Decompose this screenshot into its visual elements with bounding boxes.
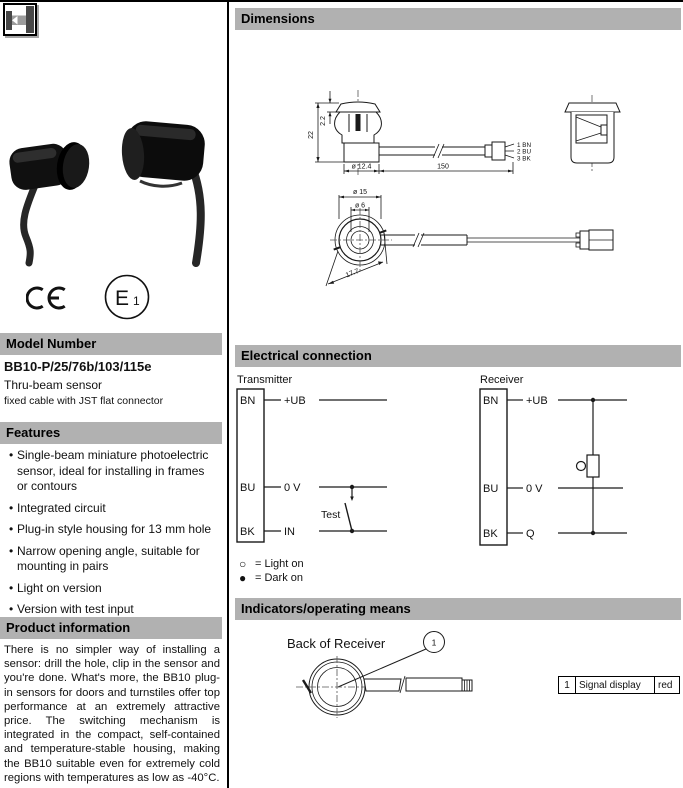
bullet-glyph: • xyxy=(9,500,14,515)
bullet-glyph: • xyxy=(9,602,14,616)
tx-pin-bn: BN xyxy=(240,395,256,407)
transmitter-title: Transmitter xyxy=(237,374,293,386)
rx-signal-0v: 0 V xyxy=(526,483,543,495)
signal-display-table xyxy=(558,676,680,694)
sensor-type-label: Thru-beam sensor xyxy=(4,378,103,392)
photo-left-sensor xyxy=(8,140,92,263)
bullet-glyph: • xyxy=(9,543,14,558)
top-border-rule xyxy=(0,0,683,2)
legend-light-on: ○ = Light on xyxy=(239,557,304,571)
legend-dark-on: ● = Dark on xyxy=(239,571,303,585)
dim-outer-diameter-label: ø 15 xyxy=(352,189,368,196)
product-photo xyxy=(0,55,222,285)
product-information-text: There is no simpler way of installing a sensor: drill the hole, clip in the sensor and you're done. What's more, the BB10 plug-in sensors for doors and turnstiles offer top performance at an extremely attractive price. The switching mechanism is integrated in the compact, self-contained and temperature-stable housing, making the BB10 suitable even for extremely cold regions with temperatures as low as -40°C. xyxy=(4,644,220,784)
bullet-glyph: • xyxy=(9,580,14,595)
e1-number: 1 xyxy=(133,294,140,308)
bullet-glyph: • xyxy=(9,522,14,536)
signal-display-row xyxy=(559,677,680,694)
receiver-circuit xyxy=(477,372,683,552)
model-number-header: Model Number xyxy=(0,333,222,355)
dimensions-header: Dimensions xyxy=(235,8,681,30)
feature-item: • Narrow opening angle, suitable for mounting in pairs xyxy=(0,544,222,575)
dimensions-drawing xyxy=(235,35,681,335)
dim-head-side-view xyxy=(565,95,620,171)
rx-pin-bn: BN xyxy=(483,395,499,407)
rx-pin-bk: BK xyxy=(483,528,498,540)
thru-beam-icon xyxy=(3,3,37,36)
dim-22-label: 22 xyxy=(308,131,315,139)
dim-front-view xyxy=(326,195,613,286)
test-switch-label: Test xyxy=(321,509,341,521)
dim-width-label: 17.7 xyxy=(344,267,361,280)
feature-item: • Integrated circuit xyxy=(0,501,222,517)
electrical-connection-header: Electrical connection xyxy=(235,345,681,367)
signal-index-cell: 1 xyxy=(559,677,576,694)
cable-type-label: fixed cable with JST flat connector xyxy=(4,395,164,407)
pin-2-bu-label: 2 BU xyxy=(517,148,531,156)
rx-signal-ub: +UB xyxy=(526,395,548,407)
thru-beam-icon-art xyxy=(5,5,35,34)
dim-diameter-label: ø 12.4 xyxy=(351,163,372,171)
signal-color-cell: red xyxy=(655,677,680,694)
bullet-glyph: • xyxy=(9,448,14,462)
dark-on-symbol: ● xyxy=(239,571,247,585)
dim-cable-length-label: 150 xyxy=(437,163,449,171)
ce-mark xyxy=(26,285,70,311)
dim-2-2-label: 2.2 xyxy=(320,116,327,126)
features-list xyxy=(0,448,222,624)
feature-item: • Version with test input xyxy=(0,602,222,618)
feature-item: • Light on version xyxy=(0,581,222,597)
signal-label-cell: Signal display xyxy=(576,677,655,694)
indicators-header: Indicators/operating means xyxy=(235,598,681,620)
switching-legend xyxy=(239,557,304,585)
tx-signal-ub: +UB xyxy=(284,395,306,407)
column-divider-rule xyxy=(227,0,229,788)
rx-signal-q: Q xyxy=(526,528,535,540)
dim-inner-diameter-label: ø 6 xyxy=(354,202,366,210)
tx-signal-in: IN xyxy=(284,526,295,538)
light-on-symbol: ○ xyxy=(239,557,247,571)
pin-3-bk-label: 3 BK xyxy=(517,155,531,163)
product-information-header: Product information xyxy=(0,617,222,639)
receiver-back-title: Back of Receiver xyxy=(287,636,386,651)
rx-pin-bu: BU xyxy=(483,483,499,495)
callout-1: 1 xyxy=(431,637,437,648)
e1-approval-mark xyxy=(102,272,152,322)
photo-right-sensor xyxy=(120,120,206,263)
transmitter-circuit xyxy=(235,372,455,552)
feature-item: • Plug-in style housing for 13 mm hole xyxy=(0,522,222,538)
tx-pin-bu: BU xyxy=(240,482,256,494)
dim-side-view xyxy=(315,90,514,177)
feature-item: • Single-beam miniature photoelectric sensor, ideal for installing in frames or contours xyxy=(0,448,222,495)
e1-letter: E xyxy=(115,287,130,310)
receiver-back-drawing xyxy=(233,628,683,718)
features-header: Features xyxy=(0,422,222,444)
pin-1-bn-label: 1 BN xyxy=(517,142,531,149)
receiver-title: Receiver xyxy=(480,374,524,386)
tx-signal-0v: 0 V xyxy=(284,482,301,494)
model-number-value: BB10-P/25/76b/103/115e xyxy=(4,359,152,374)
tx-pin-bk: BK xyxy=(240,526,255,538)
